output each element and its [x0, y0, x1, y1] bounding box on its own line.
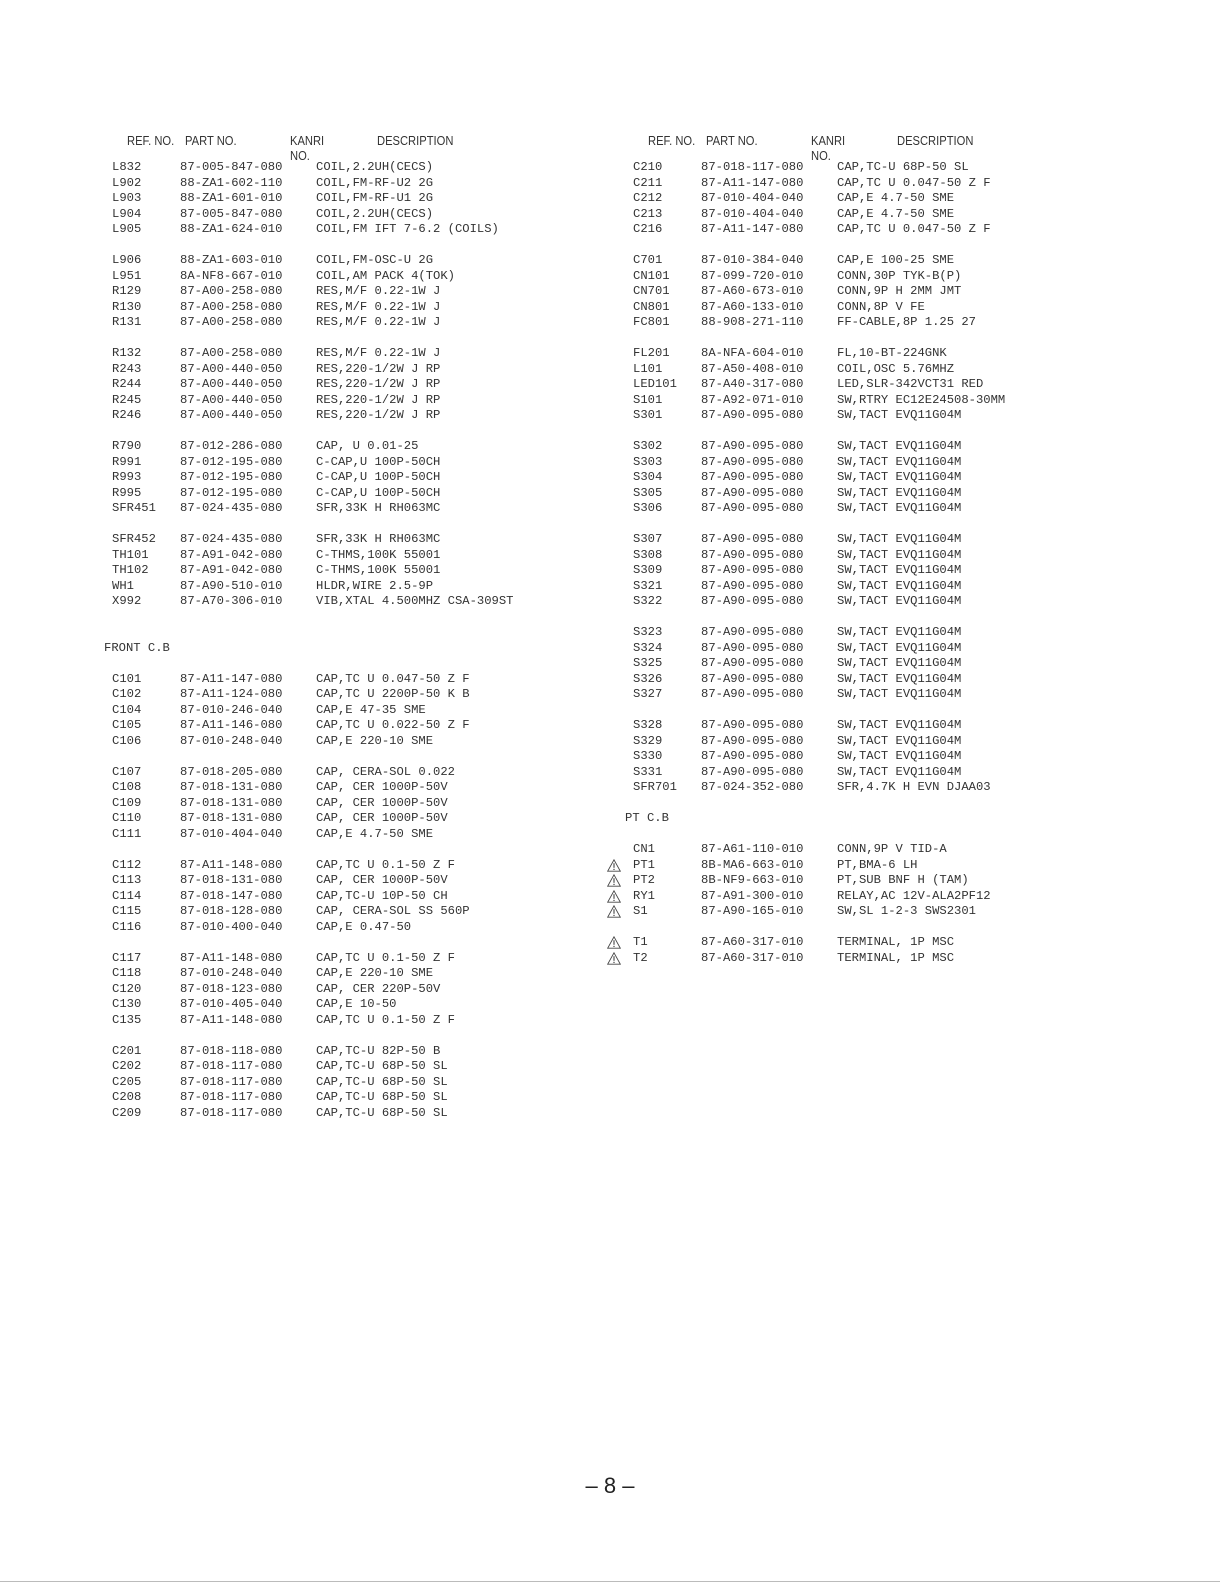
- part-ref-no: SFR701: [633, 780, 677, 794]
- safety-warning-icon: [607, 874, 621, 887]
- part-number: 87-A00-258-080: [180, 299, 283, 314]
- part-ref-no: L101: [633, 361, 663, 376]
- part-description: COIL,FM-OSC-U 2G: [316, 253, 434, 267]
- part-ref-no: C118: [112, 966, 142, 980]
- part-description: CAP,E 4.7-50 SME: [837, 206, 955, 221]
- part-number: 87-024-435-080: [180, 532, 283, 546]
- part-ref-no: R246: [112, 408, 142, 422]
- part-description: SW,TACT EVQ11G04M: [837, 563, 962, 577]
- part-description: CAP,E 4.7-50 SME: [837, 191, 955, 205]
- part-ref-no: L902: [112, 175, 142, 190]
- part-description: CAP, CERA-SOL SS 560P: [316, 904, 470, 918]
- part-ref-no: C135: [112, 1012, 142, 1027]
- part-description: CAP, CERA-SOL 0.022: [316, 764, 455, 779]
- part-number: 87-A90-095-080: [701, 718, 804, 732]
- part-description: CONN,30P TYK-B(P): [837, 268, 962, 283]
- part-ref-no: C209: [112, 1105, 142, 1120]
- part-number: 87-A11-147-080: [701, 222, 804, 236]
- part-ref-no: R991: [112, 454, 142, 469]
- part-number: 87-A90-165-010: [701, 904, 804, 918]
- part-description: CAP,TC-U 68P-50 SL: [316, 1059, 448, 1073]
- part-ref-no: S308: [633, 547, 663, 562]
- left-header-kanri-no: NO.: [290, 148, 310, 163]
- part-ref-no: TH101: [112, 547, 149, 562]
- part-number: 87-005-847-080: [180, 160, 283, 174]
- left-header-ref: REF. NO.: [127, 133, 175, 148]
- part-number: 87-018-117-080: [701, 160, 804, 174]
- part-ref-no: S304: [633, 470, 663, 484]
- part-ref-no: R132: [112, 346, 142, 360]
- part-number: 87-010-400-040: [180, 919, 283, 934]
- part-ref-no: S101: [633, 392, 663, 407]
- part-ref-no: L903: [112, 191, 142, 205]
- part-description: C-CAP,U 100P-50CH: [316, 485, 441, 500]
- bottom-rule: [0, 1581, 1220, 1582]
- part-number: 87-A11-147-080: [180, 671, 283, 686]
- part-ref-no: C106: [112, 733, 142, 748]
- part-number: 87-A00-440-050: [180, 392, 283, 407]
- part-ref-no: S331: [633, 764, 663, 779]
- part-number: 87-018-117-080: [180, 1074, 283, 1089]
- part-ref-no: C115: [112, 904, 142, 918]
- part-ref-no: T2: [633, 950, 648, 965]
- part-description: PT,BMA-6 LH: [837, 857, 918, 872]
- right-header-part: PART NO.: [706, 133, 758, 148]
- part-description: CAP,E 100-25 SME: [837, 253, 955, 267]
- part-description: TERMINAL, 1P MSC: [837, 935, 955, 949]
- part-number: 87-A00-258-080: [180, 315, 283, 329]
- part-ref-no: C213: [633, 206, 663, 221]
- part-number: 87-012-195-080: [180, 470, 283, 484]
- part-number: 87-012-195-080: [180, 454, 283, 469]
- part-number: 87-A00-440-050: [180, 361, 283, 376]
- part-ref-no: C102: [112, 687, 142, 701]
- part-description: CAP, U 0.01-25: [316, 439, 419, 453]
- part-description: SW,TACT EVQ11G04M: [837, 671, 962, 686]
- part-description: CAP,TC U 0.1-50 Z F: [316, 857, 455, 872]
- part-description: VIB,XTAL 4.500MHZ CSA-309ST: [316, 594, 514, 608]
- part-number: 87-A11-148-080: [180, 950, 283, 965]
- part-description: SW,TACT EVQ11G04M: [837, 408, 962, 422]
- part-number: 87-A91-042-080: [180, 563, 283, 577]
- part-ref-no: S301: [633, 408, 663, 422]
- left-header-kanri: KANRI: [290, 133, 325, 148]
- part-description: RES,M/F 0.22-1W J: [316, 346, 441, 360]
- part-description: SW,TACT EVQ11G04M: [837, 439, 962, 453]
- part-number: 87-024-435-080: [180, 501, 283, 515]
- part-number: 87-018-128-080: [180, 904, 283, 918]
- part-ref-no: C113: [112, 873, 142, 887]
- part-ref-no: S326: [633, 671, 663, 686]
- part-description: CAP,TC U 0.047-50 Z F: [837, 222, 991, 236]
- part-description: C-CAP,U 100P-50CH: [316, 470, 441, 484]
- part-description: SW,TACT EVQ11G04M: [837, 640, 962, 655]
- part-ref-no: CN101: [633, 268, 670, 283]
- part-ref-no: C201: [112, 1043, 142, 1058]
- part-description: COIL,FM-RF-U1 2G: [316, 191, 434, 205]
- part-ref-no: S327: [633, 687, 663, 701]
- part-number: 87-018-118-080: [180, 1043, 283, 1058]
- part-number: 87-A92-071-010: [701, 392, 804, 407]
- part-number: 87-A11-148-080: [180, 1012, 283, 1027]
- part-number: 87-A00-440-050: [180, 377, 283, 391]
- part-number: 87-099-720-010: [701, 268, 804, 283]
- part-number: 87-018-123-080: [180, 981, 283, 996]
- part-description: SFR,4.7K H EVN DJAA03: [837, 780, 991, 794]
- part-ref-no: C105: [112, 718, 142, 732]
- part-number: 87-A60-317-010: [701, 950, 804, 965]
- part-number: 87-018-117-080: [180, 1090, 283, 1104]
- part-ref-no: S321: [633, 578, 663, 593]
- part-number: 87-A11-148-080: [180, 857, 283, 872]
- part-number: 88-ZA1-602-110: [180, 175, 283, 190]
- part-ref-no: C205: [112, 1074, 142, 1089]
- part-description: TERMINAL, 1P MSC: [837, 950, 955, 965]
- part-number: 87-018-147-080: [180, 888, 283, 903]
- part-number: 87-018-205-080: [180, 764, 283, 779]
- part-description: FF-CABLE,8P 1.25 27: [837, 315, 976, 329]
- part-description: SW,TACT EVQ11G04M: [837, 764, 962, 779]
- part-ref-no: C104: [112, 702, 142, 717]
- part-number: 87-010-248-040: [180, 966, 283, 980]
- safety-warning-icon: [607, 890, 621, 903]
- part-number: 87-A00-440-050: [180, 408, 283, 422]
- part-description: COIL,2.2UH(CECS): [316, 206, 434, 221]
- part-ref-no: C117: [112, 950, 142, 965]
- part-ref-no: FC801: [633, 315, 670, 329]
- part-number: 87-A11-124-080: [180, 687, 283, 701]
- part-ref-no: C109: [112, 795, 142, 810]
- part-ref-no: SFR452: [112, 532, 156, 546]
- part-description: SW,TACT EVQ11G04M: [837, 454, 962, 469]
- part-ref-no: C114: [112, 888, 142, 903]
- part-description: SW,TACT EVQ11G04M: [837, 687, 962, 701]
- part-description: RES,M/F 0.22-1W J: [316, 284, 441, 298]
- part-description: CONN,9P V TID-A: [837, 842, 947, 856]
- part-number: 88-ZA1-603-010: [180, 253, 283, 267]
- part-description: RES,220-1/2W J RP: [316, 361, 441, 376]
- part-description: CAP,E 0.47-50: [316, 919, 412, 934]
- part-description: CAP,E 220-10 SME: [316, 966, 434, 980]
- part-description: RES,M/F 0.22-1W J: [316, 315, 441, 329]
- part-number: 87-018-131-080: [180, 811, 283, 825]
- part-ref-no: S329: [633, 733, 663, 748]
- part-description: RELAY,AC 12V-ALA2PF12: [837, 888, 991, 903]
- part-description: SW,TACT EVQ11G04M: [837, 656, 962, 670]
- part-number: 87-A50-408-010: [701, 361, 804, 376]
- part-description: CAP, CER 1000P-50V: [316, 780, 448, 794]
- part-ref-no: S323: [633, 625, 663, 639]
- part-number: 87-012-286-080: [180, 439, 283, 453]
- part-description: CAP,E 47-35 SME: [316, 702, 426, 717]
- part-number: 87-012-195-080: [180, 485, 283, 500]
- part-ref-no: S324: [633, 640, 663, 655]
- part-description: LED,SLR-342VCT31 RED: [837, 377, 984, 391]
- part-ref-no: L905: [112, 222, 142, 236]
- part-ref-no: RY1: [633, 888, 655, 903]
- part-description: CAP,TC-U 68P-50 SL: [316, 1090, 448, 1104]
- part-ref-no: S330: [633, 749, 663, 763]
- part-description: CAP,TC U 0.1-50 Z F: [316, 1012, 455, 1027]
- part-description: RES,M/F 0.22-1W J: [316, 299, 441, 314]
- part-description: SW,TACT EVQ11G04M: [837, 733, 962, 748]
- part-ref-no: C701: [633, 253, 663, 267]
- part-ref-no: R244: [112, 377, 142, 391]
- part-description: CAP, CER 1000P-50V: [316, 811, 448, 825]
- part-number: 87-A90-095-080: [701, 625, 804, 639]
- part-number: 87-010-404-040: [701, 191, 804, 205]
- part-description: CAP,TC U 0.022-50 Z F: [316, 718, 470, 732]
- part-description: COIL,FM IFT 7-6.2 (COILS): [316, 222, 499, 236]
- part-ref-no: T1: [633, 935, 648, 949]
- part-description: CAP,TC-U 68P-50 SL: [837, 160, 969, 174]
- safety-warning-icon: [607, 952, 621, 965]
- part-description: SW,TACT EVQ11G04M: [837, 578, 962, 593]
- part-number: 87-A90-095-080: [701, 764, 804, 779]
- part-description: SW,TACT EVQ11G04M: [837, 485, 962, 500]
- part-description: SW,TACT EVQ11G04M: [837, 594, 962, 608]
- part-number: 87-A90-095-080: [701, 656, 804, 670]
- part-description: CAP,TC-U 10P-50 CH: [316, 888, 448, 903]
- part-description: C-THMS,100K 55001: [316, 563, 441, 577]
- part-ref-no: CN701: [633, 284, 670, 298]
- part-ref-no: TH102: [112, 563, 149, 577]
- part-ref-no: S322: [633, 594, 663, 608]
- part-number: 87-A60-673-010: [701, 284, 804, 298]
- part-description: SW,TACT EVQ11G04M: [837, 532, 962, 546]
- part-number: 88-908-271-110: [701, 315, 804, 329]
- part-ref-no: R995: [112, 485, 142, 500]
- left-header-description: DESCRIPTION: [377, 133, 454, 148]
- part-description: CAP, CER 1000P-50V: [316, 795, 448, 810]
- part-ref-no: C212: [633, 191, 663, 205]
- part-ref-no: R131: [112, 315, 142, 329]
- part-number: 87-A90-095-080: [701, 594, 804, 608]
- part-description: C-CAP,U 100P-50CH: [316, 454, 441, 469]
- safety-warning-icon: [607, 936, 621, 949]
- part-description: SW,TACT EVQ11G04M: [837, 625, 962, 639]
- part-number: 87-A60-317-010: [701, 935, 804, 949]
- part-ref-no: C216: [633, 222, 663, 236]
- part-ref-no: S302: [633, 439, 663, 453]
- part-description: SW,SL 1-2-3 SWS2301: [837, 904, 976, 918]
- part-number: 87-A90-510-010: [180, 578, 283, 593]
- part-description: SFR,33K H RH063MC: [316, 532, 441, 546]
- part-description: CAP,TC-U 68P-50 SL: [316, 1105, 448, 1120]
- part-description: CAP,E 4.7-50 SME: [316, 826, 434, 841]
- part-ref-no: C120: [112, 981, 142, 996]
- part-number: 87-018-131-080: [180, 873, 283, 887]
- left-header-part: PART NO.: [185, 133, 237, 148]
- part-ref-no: X992: [112, 594, 142, 608]
- part-ref-no: S1: [633, 904, 648, 918]
- part-description: RES,220-1/2W J RP: [316, 408, 441, 422]
- part-description: CAP,E 220-10 SME: [316, 733, 434, 748]
- part-ref-no: PT1: [633, 857, 655, 872]
- part-ref-no: S306: [633, 501, 663, 515]
- part-number: 87-024-352-080: [701, 780, 804, 794]
- part-ref-no: R129: [112, 284, 142, 298]
- part-number: 87-005-847-080: [180, 206, 283, 221]
- part-number: 88-ZA1-601-010: [180, 191, 283, 205]
- part-number: 87-A90-095-080: [701, 749, 804, 763]
- part-description: CAP,E 10-50: [316, 997, 397, 1011]
- part-ref-no: L951: [112, 268, 142, 283]
- part-number: 87-A00-258-080: [180, 284, 283, 298]
- safety-warning-icon: [607, 905, 621, 918]
- part-ref-no: C208: [112, 1090, 142, 1104]
- part-number: 87-018-117-080: [180, 1105, 283, 1120]
- part-description: SW,TACT EVQ11G04M: [837, 470, 962, 484]
- part-ref-no: C110: [112, 811, 142, 825]
- part-ref-no: S305: [633, 485, 663, 500]
- part-ref-no: CN801: [633, 299, 670, 314]
- part-description: CAP, CER 1000P-50V: [316, 873, 448, 887]
- part-description: SW,TACT EVQ11G04M: [837, 547, 962, 562]
- part-number: 87-A90-095-080: [701, 547, 804, 562]
- part-ref-no: C116: [112, 919, 142, 934]
- part-number: 87-A91-042-080: [180, 547, 283, 562]
- part-number: 87-010-246-040: [180, 702, 283, 717]
- part-description: FL,10-BT-224GNK: [837, 346, 947, 360]
- part-description: C-THMS,100K 55001: [316, 547, 441, 562]
- part-ref-no: C111: [112, 826, 142, 841]
- part-number: 87-A11-147-080: [701, 175, 804, 190]
- part-number: 87-A00-258-080: [180, 346, 283, 360]
- part-description: HLDR,WIRE 2.5-9P: [316, 578, 434, 593]
- part-number: 87-010-384-040: [701, 253, 804, 267]
- part-ref-no: R993: [112, 470, 142, 484]
- part-number: 87-A90-095-080: [701, 470, 804, 484]
- part-description: COIL,2.2UH(CECS): [316, 160, 434, 174]
- part-number: 8A-NFA-604-010: [701, 346, 804, 360]
- part-description: SW,RTRY EC12E24508-30MM: [837, 392, 1006, 407]
- part-number: 87-018-131-080: [180, 795, 283, 810]
- part-number: 8B-NF9-663-010: [701, 873, 804, 887]
- part-number: 87-A90-095-080: [701, 532, 804, 546]
- part-number: 87-A90-095-080: [701, 733, 804, 748]
- part-number: 87-010-405-040: [180, 997, 283, 1011]
- part-number: 87-018-117-080: [180, 1059, 283, 1073]
- safety-warning-icon: [607, 859, 621, 872]
- part-number: 87-A60-133-010: [701, 299, 804, 314]
- part-number: 87-018-131-080: [180, 780, 283, 794]
- part-ref-no: L832: [112, 160, 142, 174]
- part-ref-no: R790: [112, 439, 142, 453]
- part-description: SW,TACT EVQ11G04M: [837, 718, 962, 732]
- part-number: 87-010-404-040: [180, 826, 283, 841]
- right-header-kanri: KANRI: [811, 133, 846, 148]
- part-ref-no: C112: [112, 857, 142, 872]
- part-description: SW,TACT EVQ11G04M: [837, 749, 962, 763]
- part-description: COIL,FM-RF-U2 2G: [316, 175, 434, 190]
- part-number: 87-A70-306-010: [180, 594, 283, 608]
- part-ref-no: S325: [633, 656, 663, 670]
- right-header-ref: REF. NO.: [648, 133, 696, 148]
- section-title: PT C.B: [625, 811, 669, 825]
- right-header-description: DESCRIPTION: [897, 133, 974, 148]
- part-ref-no: C107: [112, 764, 142, 779]
- part-ref-no: C130: [112, 997, 142, 1011]
- part-description: CONN,9P H 2MM JMT: [837, 284, 962, 298]
- part-ref-no: C101: [112, 671, 142, 686]
- part-description: CAP,TC U 0.1-50 Z F: [316, 950, 455, 965]
- page-number: – 8 –: [585, 1473, 635, 1498]
- part-description: COIL,OSC 5.76MHZ: [837, 361, 955, 376]
- part-number: 8B-MA6-663-010: [701, 857, 804, 872]
- part-number: 87-A90-095-080: [701, 578, 804, 593]
- part-number: 87-A61-110-010: [701, 842, 804, 856]
- part-number: 8A-NF8-667-010: [180, 268, 283, 283]
- part-ref-no: LED101: [633, 377, 677, 391]
- part-description: CAP, CER 220P-50V: [316, 981, 441, 996]
- part-description: PT,SUB BNF H (TAM): [837, 873, 969, 887]
- part-number: 88-ZA1-624-010: [180, 222, 283, 236]
- part-number: 87-A90-095-080: [701, 563, 804, 577]
- part-description: COIL,AM PACK 4(TOK): [316, 268, 455, 283]
- part-ref-no: CN1: [633, 842, 655, 856]
- part-number: 87-A90-095-080: [701, 408, 804, 422]
- section-title: FRONT C.B: [104, 640, 170, 655]
- part-ref-no: R245: [112, 392, 142, 407]
- part-number: 87-A90-095-080: [701, 671, 804, 686]
- part-description: CAP,TC U 2200P-50 K B: [316, 687, 470, 701]
- part-description: CAP,TC U 0.047-50 Z F: [837, 175, 991, 190]
- part-ref-no: C211: [633, 175, 663, 190]
- part-description: SFR,33K H RH063MC: [316, 501, 441, 515]
- part-ref-no: L904: [112, 206, 142, 221]
- part-description: SW,TACT EVQ11G04M: [837, 501, 962, 515]
- part-number: 87-010-248-040: [180, 733, 283, 748]
- part-ref-no: PT2: [633, 873, 655, 887]
- part-description: CAP,TC-U 82P-50 B: [316, 1043, 441, 1058]
- part-description: RES,220-1/2W J RP: [316, 377, 441, 391]
- part-number: 87-010-404-040: [701, 206, 804, 221]
- part-description: CONN,8P V FE: [837, 299, 925, 314]
- part-description: RES,220-1/2W J RP: [316, 392, 441, 407]
- part-ref-no: R243: [112, 361, 142, 376]
- part-number: 87-A90-095-080: [701, 454, 804, 469]
- part-number: 87-A90-095-080: [701, 501, 804, 515]
- part-ref-no: S307: [633, 532, 663, 546]
- part-ref-no: C108: [112, 780, 142, 794]
- part-ref-no: S328: [633, 718, 663, 732]
- part-number: 87-A90-095-080: [701, 485, 804, 500]
- part-number: 87-A40-317-080: [701, 377, 804, 391]
- part-ref-no: S303: [633, 454, 663, 469]
- part-ref-no: S309: [633, 563, 663, 577]
- part-ref-no: R130: [112, 299, 142, 314]
- part-ref-no: FL201: [633, 346, 670, 360]
- part-number: 87-A11-146-080: [180, 718, 283, 732]
- part-number: 87-A90-095-080: [701, 687, 804, 701]
- part-number: 87-A90-095-080: [701, 640, 804, 655]
- part-ref-no: WH1: [112, 578, 134, 593]
- part-ref-no: SFR451: [112, 501, 156, 515]
- right-header-kanri-no: NO.: [811, 148, 831, 163]
- part-ref-no: C210: [633, 160, 663, 174]
- part-ref-no: C202: [112, 1059, 142, 1073]
- part-ref-no: L906: [112, 253, 142, 267]
- part-number: 87-A90-095-080: [701, 439, 804, 453]
- part-description: CAP,TC U 0.047-50 Z F: [316, 671, 470, 686]
- part-description: CAP,TC-U 68P-50 SL: [316, 1074, 448, 1089]
- part-number: 87-A91-300-010: [701, 888, 804, 903]
